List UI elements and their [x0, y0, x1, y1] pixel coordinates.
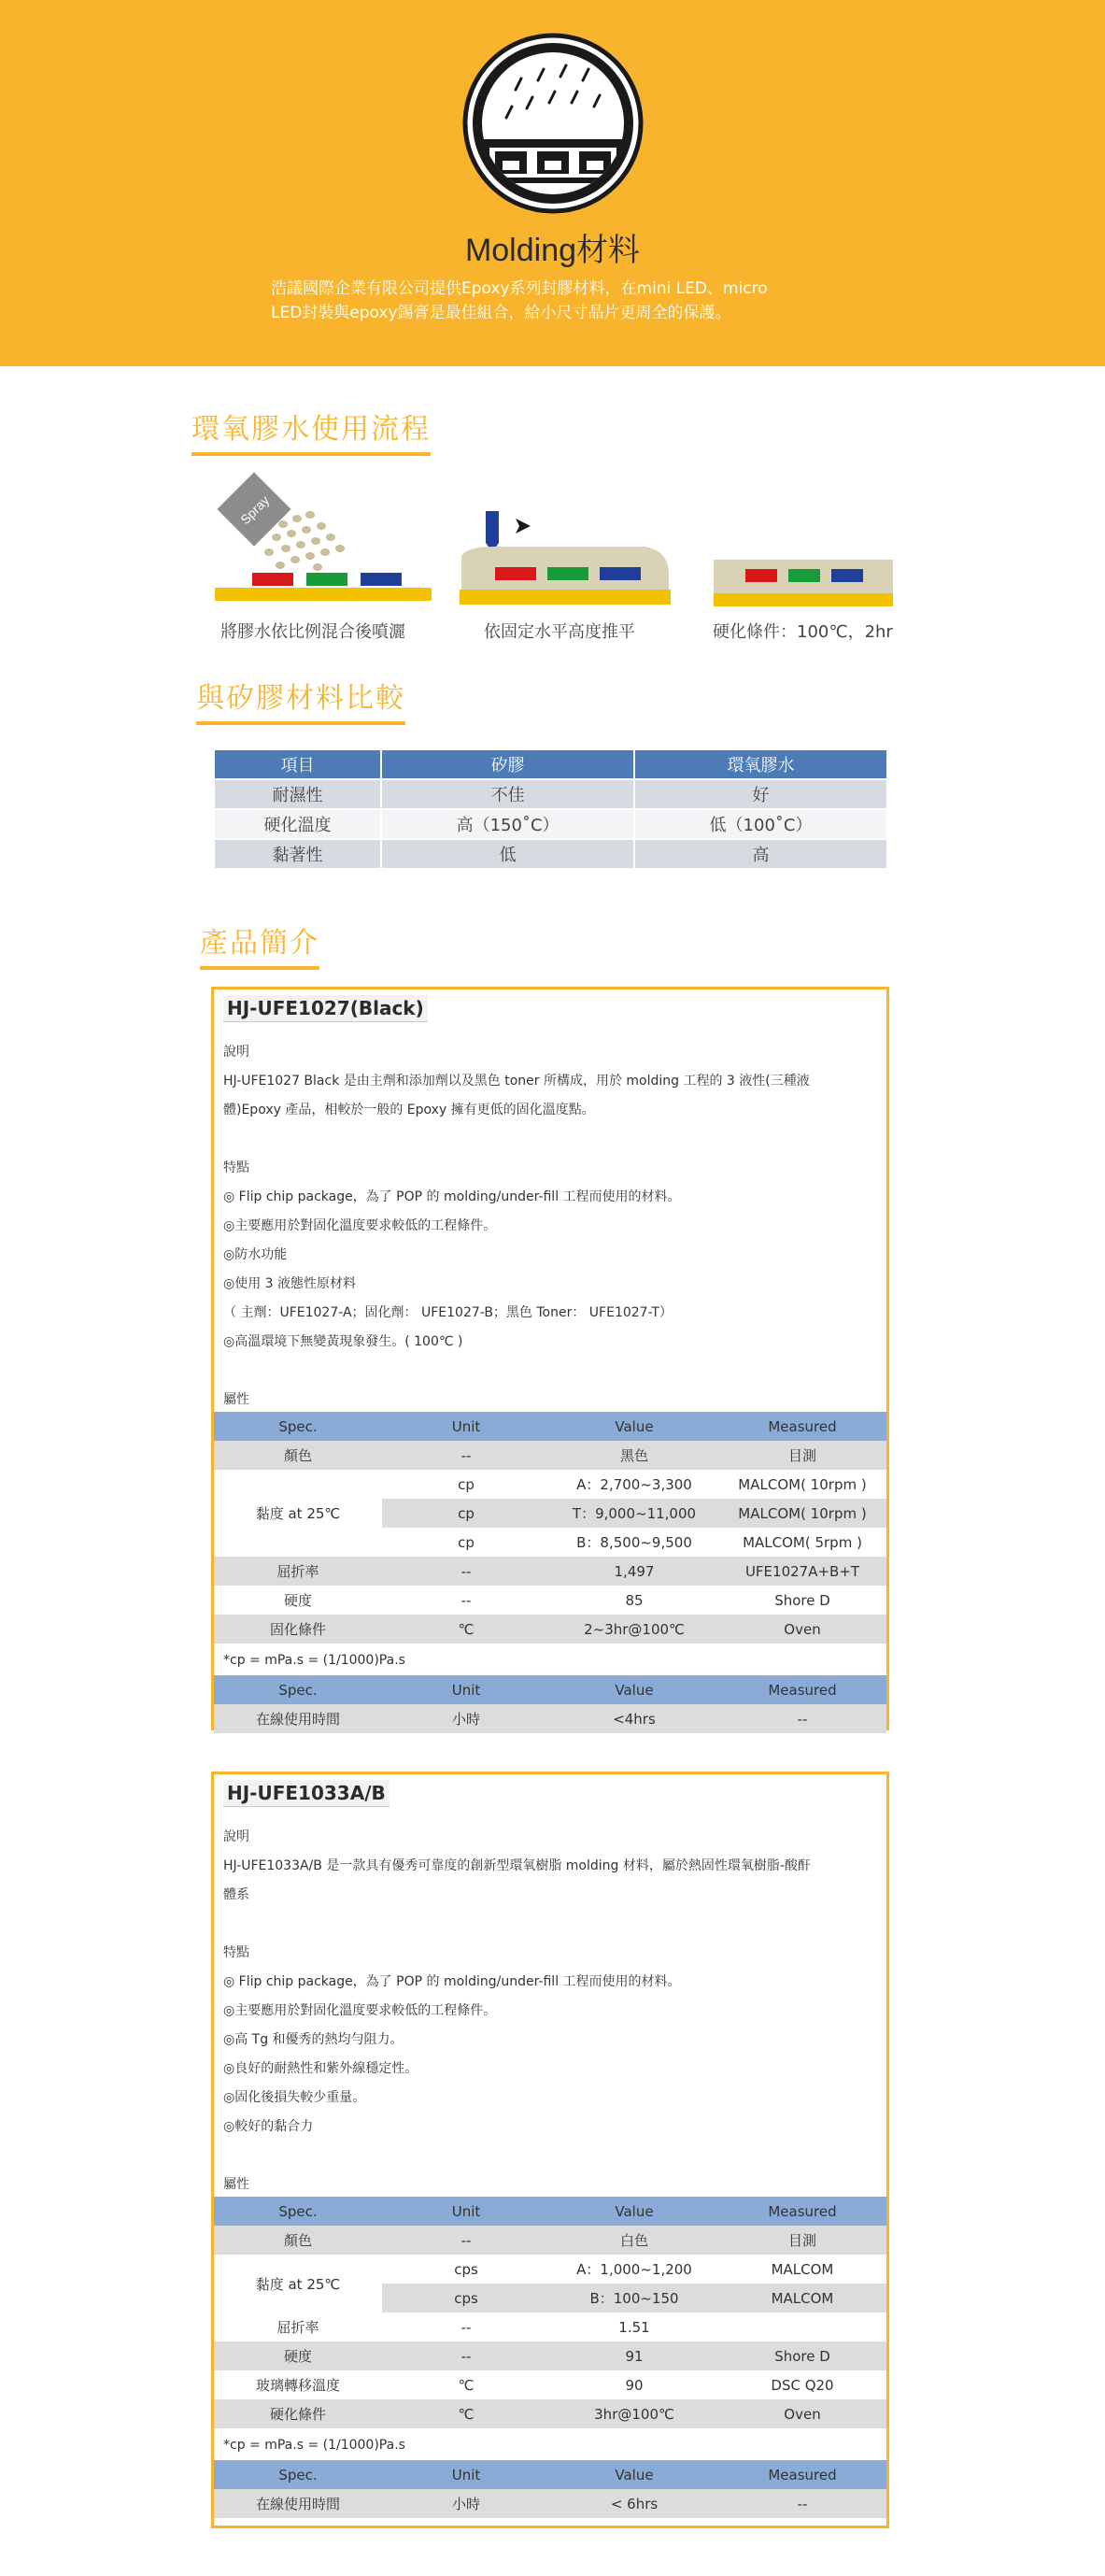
table-cell: 3hr@100℃	[550, 2399, 718, 2428]
unit-header: Unit	[382, 1675, 550, 1704]
table-cell: 玻璃轉移溫度	[214, 2370, 382, 2399]
table-row	[214, 1586, 886, 1615]
table-row	[214, 1470, 886, 1499]
feature-item: ◎主要應用於對固化溫度要求較低的工程條件。	[223, 2003, 497, 2018]
desc-line: 體系	[223, 1887, 249, 1902]
table-row	[214, 2341, 886, 2370]
product-description-block	[223, 1823, 877, 2199]
table-cell: 2~3hr@100℃	[550, 1615, 718, 1644]
table-cell: A：2,700~3,300	[550, 1470, 718, 1499]
table-cell: MALCOM( 5rpm )	[718, 1528, 886, 1557]
table-cell: --	[382, 1586, 550, 1615]
desc-line: HJ-UFE1033A/B 是一款具有優秀可靠度的創新型環氧樹脂 molding 材料，屬於熱固性環氧樹脂-酸酐	[223, 1858, 811, 1873]
table-cell: UFE1027A+B+T	[718, 1557, 886, 1586]
table-cell: ℃	[382, 2370, 550, 2399]
table-cell: cp	[382, 1528, 550, 1557]
viscosity-label: 黏度 at 25℃	[214, 2255, 382, 2313]
table-cell: 在線使用時間	[214, 2489, 382, 2518]
spec-table	[214, 2197, 886, 2428]
spray-label: Spray	[237, 492, 273, 528]
spec-table	[214, 1412, 886, 1644]
value-header: Value	[550, 1675, 718, 1704]
hero-description	[271, 277, 841, 325]
feature-item: ◎ Flip chip package，為了 POP 的 molding/under-fill 工程而使用的材料。	[223, 1974, 681, 1989]
table-cell: 1.51	[550, 2313, 718, 2341]
feature-item: ◎高 Tg 和優秀的熱均勻阻力。	[223, 2032, 404, 2047]
table-cell: 在線使用時間	[214, 1704, 382, 1733]
shelf-life-table	[214, 1675, 886, 1733]
table-row	[214, 1704, 886, 1733]
spec-header: Spec.	[214, 2197, 382, 2226]
table-cell: 屈折率	[214, 1557, 382, 1586]
comparison-table	[213, 748, 888, 870]
table-cell: MALCOM	[718, 2255, 886, 2284]
table-cell: Oven	[718, 1615, 886, 1644]
table-cell: 91	[550, 2341, 718, 2370]
feature-item: ◎防水功能	[223, 1247, 288, 1262]
viscosity-label: 黏度 at 25℃	[214, 1470, 382, 1557]
feature-item: ◎良好的耐熱性和紫外線穩定性。	[223, 2061, 418, 2076]
table-cell: 固化條件	[214, 1615, 382, 1644]
table-cell: 顏色	[214, 2226, 382, 2255]
table-cell: 小時	[382, 2489, 550, 2518]
measured-header: Measured	[718, 1412, 886, 1441]
table-cell: 硬化條件	[214, 2399, 382, 2428]
feature-item: ◎使用 3 液態性原材料	[223, 1276, 357, 1291]
table-cell: --	[718, 2489, 886, 2518]
table-cell: cps	[382, 2284, 550, 2313]
hero-banner	[0, 0, 1105, 366]
properties-label: 屬性	[223, 1392, 249, 1407]
spec-header: Spec.	[214, 1675, 382, 1704]
spacer	[223, 1357, 877, 1386]
table-cell: Shore D	[718, 1586, 886, 1615]
products-section-title: 產品簡介	[200, 919, 319, 970]
hero-desc-line-2: LED封裝與epoxy錫膏是最佳組合，給小尺寸晶片更周全的保護。	[271, 304, 731, 322]
product-name: HJ-UFE1027(Black)	[223, 995, 428, 1022]
table-cell: 高（150˚C）	[381, 809, 634, 839]
table-row	[214, 2370, 886, 2399]
table-cell: 1,497	[550, 1557, 718, 1586]
feature-item: ◎固化後損失較少重量。	[223, 2090, 366, 2105]
feature-item: ◎ Flip chip package，為了 POP 的 molding/under-fill 工程而使用的材料。	[223, 1189, 681, 1204]
desc-label: 說明	[223, 1045, 249, 1060]
measured-header: Measured	[718, 1675, 886, 1704]
table-cell: B：100~150	[550, 2284, 718, 2313]
table-row	[214, 1557, 886, 1586]
spacer	[223, 1125, 877, 1154]
table-row	[214, 1615, 886, 1644]
table-cell: Oven	[718, 2399, 886, 2428]
table-cell: T：9,000~11,000	[550, 1499, 718, 1528]
table-cell: 硬度	[214, 1586, 382, 1615]
table-cell: 白色	[550, 2226, 718, 2255]
comparison-header-row	[214, 749, 887, 779]
table-cell: < 6hrs	[550, 2489, 718, 2518]
product-card-ufe1027	[211, 987, 889, 1730]
features-label: 特點	[223, 1160, 249, 1175]
table-cell: 低	[381, 839, 634, 869]
table-cell: ℃	[382, 2399, 550, 2428]
unit-header: Unit	[382, 2460, 550, 2489]
table-cell: A：1,000~1,200	[550, 2255, 718, 2284]
table-row	[214, 839, 887, 869]
unit-header: Unit	[382, 2197, 550, 2226]
table-cell: 硬化溫度	[214, 809, 381, 839]
table-cell: 黑色	[550, 1441, 718, 1470]
unit-note: *cp = mPa.s = (1/1000)Pa.s	[223, 2438, 405, 2453]
table-cell: --	[382, 2226, 550, 2255]
table-cell: 85	[550, 1586, 718, 1615]
table-cell: ℃	[382, 1615, 550, 1644]
measured-header: Measured	[718, 2197, 886, 2226]
leveling-step-illustration	[458, 509, 673, 606]
table-cell: 好	[634, 779, 887, 809]
table-cell: 屈折率	[214, 2313, 382, 2341]
table-cell: Shore D	[718, 2341, 886, 2370]
cured-step-illustration	[712, 558, 895, 608]
feature-item: ◎主要應用於對固化溫度要求較低的工程條件。	[223, 1218, 497, 1233]
unit-header: Unit	[382, 1412, 550, 1441]
col-header-silicone: 矽膠	[381, 749, 634, 779]
features-label: 特點	[223, 1945, 249, 1960]
shelf-life-table	[214, 2460, 886, 2518]
process-step-3-caption: 硬化條件：100℃，2hr	[713, 622, 893, 642]
product-name: HJ-UFE1033A/B	[223, 1780, 390, 1807]
product-card-ufe1033	[211, 1772, 889, 2528]
spec-header: Spec.	[214, 2460, 382, 2489]
compare-section-title: 與矽膠材料比較	[196, 675, 405, 725]
table-cell: 顏色	[214, 1441, 382, 1470]
spacer	[223, 2142, 877, 2170]
col-header-item: 項目	[214, 749, 381, 779]
table-cell: 硬度	[214, 2341, 382, 2370]
table-cell: B：8,500~9,500	[550, 1528, 718, 1557]
table-cell: 不佳	[381, 779, 634, 809]
table-row	[214, 2226, 886, 2255]
table-cell: cp	[382, 1499, 550, 1528]
table-cell: 小時	[382, 1704, 550, 1733]
table-cell: 目測	[718, 2226, 886, 2255]
table-row	[214, 2255, 886, 2284]
value-header: Value	[550, 2197, 718, 2226]
value-header: Value	[550, 2460, 718, 2489]
molding-icon	[461, 32, 645, 215]
feature-item: （ 主劑：UFE1027-A；固化劑： UFE1027-B；黑色 Toner： UFE1027-T）	[223, 1305, 673, 1320]
table-cell: cp	[382, 1470, 550, 1499]
table-cell: --	[382, 1557, 550, 1586]
table-row	[214, 2489, 886, 2518]
feature-item: ◎高溫環境下無變黃現象發生。( 100℃ )	[223, 1334, 463, 1349]
table-cell: 低（100˚C）	[634, 809, 887, 839]
feature-item: ◎較好的黏合力	[223, 2119, 314, 2134]
table-cell: cps	[382, 2255, 550, 2284]
table-row	[214, 779, 887, 809]
table-cell: --	[382, 2341, 550, 2370]
table-cell: 目測	[718, 1441, 886, 1470]
table-cell: 90	[550, 2370, 718, 2399]
table-cell: --	[382, 1441, 550, 1470]
table-cell: MALCOM	[718, 2284, 886, 2313]
spacer	[223, 1910, 877, 1939]
table-cell: MALCOM( 10rpm )	[718, 1499, 886, 1528]
process-step-2-caption: 依固定水平高度推平	[484, 622, 635, 642]
process-section-title: 環氧膠水使用流程	[191, 406, 431, 456]
desc-label: 說明	[223, 1829, 249, 1844]
hero-title: Molding材料	[464, 233, 641, 268]
table-cell: --	[718, 1704, 886, 1733]
col-header-epoxy: 環氧膠水	[634, 749, 887, 779]
table-cell: DSC Q20	[718, 2370, 886, 2399]
product-description-block	[223, 1038, 877, 1415]
desc-line: 體)Epoxy 產品，相較於一般的 Epoxy 擁有更低的固化溫度點。	[223, 1103, 595, 1117]
value-header: Value	[550, 1412, 718, 1441]
unit-note: *cp = mPa.s = (1/1000)Pa.s	[223, 1653, 405, 1668]
table-cell: 高	[634, 839, 887, 869]
spec-header: Spec.	[214, 1412, 382, 1441]
desc-line: HJ-UFE1027 Black 是由主劑和添加劑以及黑色 toner 所構成，用於 molding 工程的 3 液性(三種液	[223, 1074, 810, 1089]
table-cell: <4hrs	[550, 1704, 718, 1733]
table-cell: --	[382, 2313, 550, 2341]
table-cell: 黏著性	[214, 839, 381, 869]
process-step-1-caption: 將膠水依比例混合後噴灑	[220, 622, 405, 642]
table-cell: MALCOM( 10rpm )	[718, 1470, 886, 1499]
table-row	[214, 809, 887, 839]
table-row	[214, 1441, 886, 1470]
spray-step-illustration	[213, 472, 433, 608]
table-cell: 耐濕性	[214, 779, 381, 809]
hero-desc-line-1: 浩議國際企業有限公司提供Epoxy系列封膠材料，在mini LED、micro	[271, 279, 768, 298]
measured-header: Measured	[718, 2460, 886, 2489]
table-row	[214, 2399, 886, 2428]
table-row	[214, 2313, 886, 2341]
table-cell	[718, 2313, 886, 2341]
properties-label: 屬性	[223, 2177, 249, 2192]
